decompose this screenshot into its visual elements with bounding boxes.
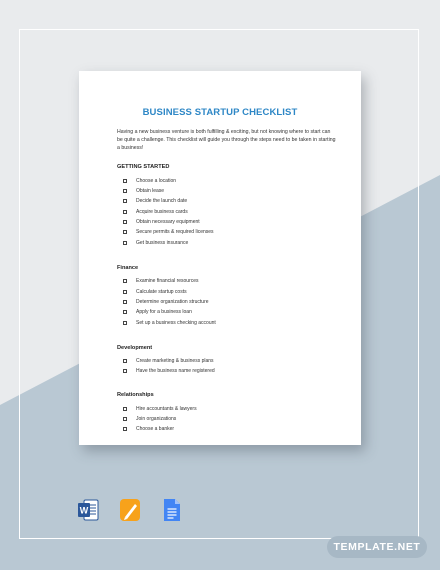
document-intro: Having a new business venture is both fulfilling & exciting, but not knowing where to start can be quite a challenge. This checklist will guide you through the steps need to be taken in starting a business! — [117, 129, 336, 152]
checklist-item[interactable]: Obtain necessary equipment — [123, 218, 200, 226]
checkbox[interactable] — [123, 210, 127, 214]
checklist-item[interactable]: Set up a business checking account — [123, 319, 216, 327]
checklist-item[interactable]: Acquire business cards — [123, 208, 188, 216]
document-title: BUSINESS STARTUP CHECKLIST — [142, 107, 298, 118]
section-heading: GETTING STARTED — [117, 164, 170, 170]
document-preview[interactable] — [79, 71, 361, 445]
checklist-item[interactable]: Secure permits & required licenses — [123, 228, 214, 236]
checkbox[interactable] — [123, 189, 127, 193]
checkbox[interactable] — [123, 359, 127, 363]
section-heading: Relationships — [117, 392, 154, 398]
checklist-item[interactable]: Examine financial resources — [123, 277, 199, 285]
checklist-item[interactable]: Apply for a business loan — [123, 308, 192, 316]
checklist-item[interactable]: Obtain lease — [123, 187, 164, 195]
section-heading: Development — [117, 345, 153, 351]
checkbox[interactable] — [123, 230, 127, 234]
checklist-item[interactable]: Decide the launch date — [123, 197, 187, 205]
checkbox[interactable] — [123, 290, 127, 294]
checkbox[interactable] — [123, 241, 127, 245]
checkbox[interactable] — [123, 407, 127, 411]
checklist-item[interactable]: Create marketing & business plans — [123, 357, 214, 365]
checklist-item[interactable]: Join organizations — [123, 415, 176, 423]
checkbox[interactable] — [123, 427, 127, 431]
checkbox[interactable] — [123, 300, 127, 304]
template-net-badge[interactable]: TEMPLATE.NET — [327, 536, 427, 558]
checkbox[interactable] — [123, 220, 127, 224]
checkbox[interactable] — [123, 279, 127, 283]
checkbox[interactable] — [123, 310, 127, 314]
checklist-item[interactable]: Choose a banker — [123, 425, 174, 433]
checklist-item[interactable]: Have the business name registered — [123, 367, 215, 375]
checklist-item[interactable]: Calculate startup costs — [123, 288, 187, 296]
checkbox[interactable] — [123, 369, 127, 373]
section-heading: Finance — [117, 265, 139, 271]
checklist-item[interactable]: Determine organization structure — [123, 298, 209, 306]
checklist-item[interactable]: Get business insurance — [123, 239, 188, 247]
checkbox[interactable] — [123, 199, 127, 203]
checkbox[interactable] — [123, 321, 127, 325]
checkbox[interactable] — [123, 417, 127, 421]
microsoft-word-icon[interactable] — [77, 498, 99, 522]
svg-text:W: W — [79, 505, 89, 516]
checkbox[interactable] — [123, 179, 127, 183]
google-docs-icon[interactable] — [161, 498, 183, 522]
checklist-item[interactable]: Hire accountants & lawyers — [123, 405, 197, 413]
apple-pages-icon[interactable] — [119, 498, 141, 522]
checklist-item[interactable]: Choose a location — [123, 177, 176, 185]
